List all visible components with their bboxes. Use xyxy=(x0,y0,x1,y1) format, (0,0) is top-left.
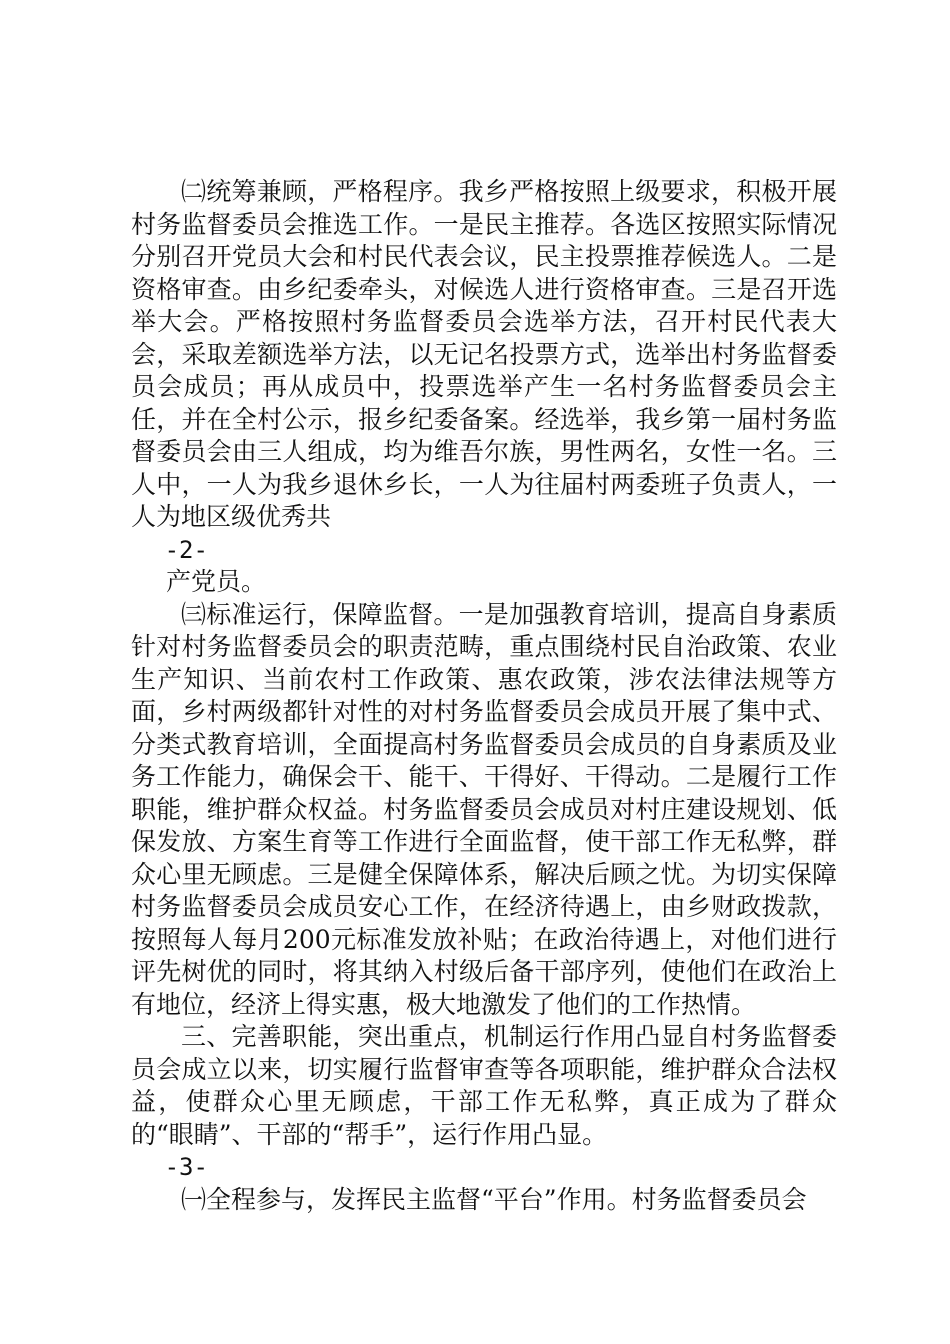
page-number: -2- xyxy=(164,535,208,564)
paragraph-continuation: 产党员。 xyxy=(166,567,267,596)
document-body xyxy=(131,176,837,1216)
paragraph-section-1: ㈠全程参与，发挥民主监督“平台”作用。村务监督委员会 xyxy=(181,1184,807,1214)
paragraph-heading-three: 三、完善职能，突出重点，机制运行作用凸显自村务监督委员会成立以来，切实履行监督审查等各项职能，维护群众合法权益，使群众心里无顾虑，干部工作无私弊，真正成为了群众的“眼睛”、干部的“帮手”，运行作用凸显。 xyxy=(131,1022,837,1149)
paragraph-section-2: ㈡统筹兼顾，严格程序。我乡严格按照上级要求，积极开展村务监督委员会推选工作。一是民主推荐。各选区按照实际情况分别召开党员大会和村民代表会议，民主投票推荐候选人。二是资格审查。由乡纪委牵头，对候选人进行资格审查。三是召开选举大会。严格按照村务监督委员会选举方法，召开村民代表大会，采取差额选举方法，以无记名投票方式，选举出村务监督委员会成员；再从成员中，投票选举产生一名村务监督委员会主任，并在全村公示，报乡纪委备案。经选举，我乡第一届村务监督委员会由三人组成，均为维吾尔族，男性两名，女性一名。三人中，一人为我乡退休乡长，一人为往届村两委班子负责人，一人为地区级优秀共 xyxy=(131,177,837,531)
page-number: -3- xyxy=(164,1153,208,1181)
paragraph-section-3: ㈢标准运行，保障监督。一是加强教育培训，提高自身素质针对村务监督委员会的职责范畴，重点围绕村民自治政策、农业生产知识、当前农村工作政策、惠农政策，涉农法律法规等方面，乡村两级都针对性的对村务监督委员会成员开展了集中式、分类式教育培训，全面提高村务监督委员会成员的自身素质及业务工作能力，确保会干、能干、干得好、干得动。二是履行工作职能，维护群众权益。村务监督委员会成员对村庄建设规划、低保发放、方案生育等工作进行全面监督，使干部工作无私弊，群众心里无顾虑。三是健全保障体系，解决后顾之忧。为切实保障村务监督委员会成员安心工作，在经济待遇上，由乡财政拨款，按照每人每月200元标准发放补贴；在政治待遇上，对他们进行评先树优的同时，将其纳入村级后备干部序列，使他们在政治上有地位，经济上得实惠，极大地激发了他们的工作热情。 xyxy=(131,599,837,1019)
